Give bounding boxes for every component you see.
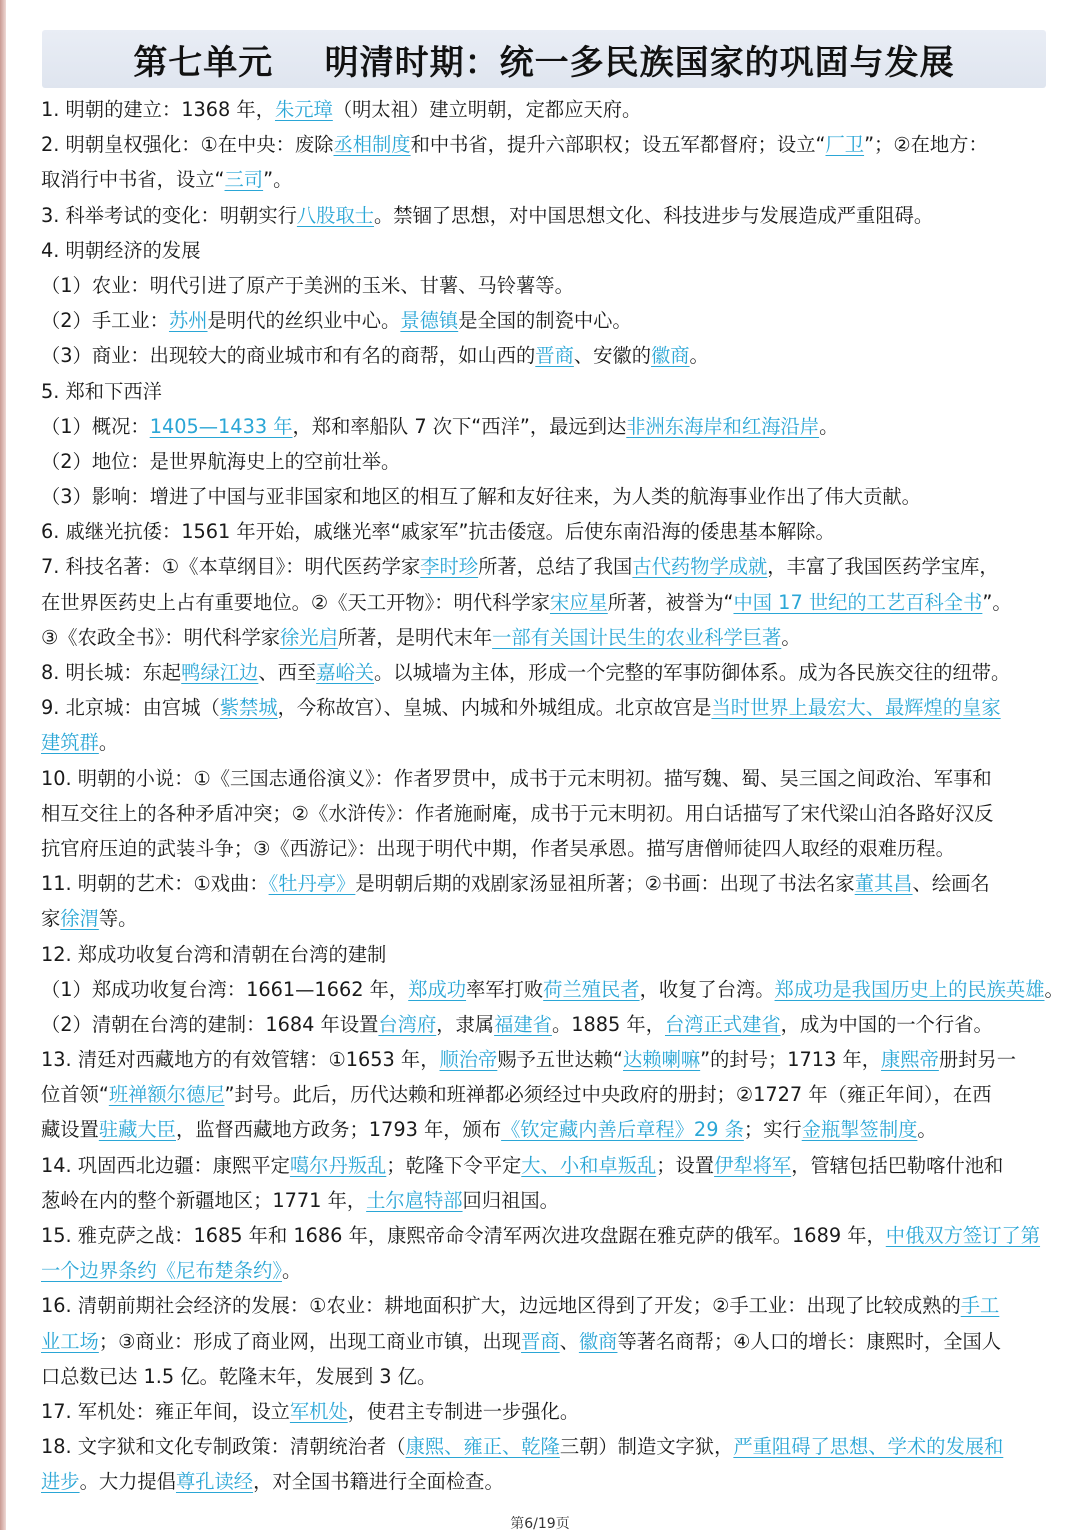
text-segment: ；③商业：形成了商业网，出现工商业市镇，出现 [98, 1329, 522, 1353]
key-term: 郑成功 [408, 977, 467, 1001]
text-segment: 14. 巩固西北边疆：康熙平定 [41, 1153, 290, 1177]
text-segment: 等著名商帮；④人口的增长：康熙时，全国人 [617, 1329, 1002, 1353]
text-segment: （明太祖）建立明朝，定都应天府。 [332, 98, 642, 121]
key-term: 紫禁城 [219, 696, 278, 720]
text-segment: 。 [282, 1259, 302, 1283]
key-term: 丞相制度 [333, 133, 411, 157]
key-term: 董其昌 [854, 872, 913, 896]
text-segment: （2）清朝在台湾的建制：1684 年设置 [41, 1012, 379, 1036]
note-line [41, 514, 1049, 549]
text-segment: 12. 郑成功收复台湾和清朝在台湾的建制 [41, 942, 387, 966]
note-line [41, 1112, 1049, 1147]
note-line [41, 1429, 1049, 1464]
key-term: 尊孔读经 [175, 1470, 254, 1494]
text-segment: ”。 [263, 168, 293, 192]
text-segment: （1）郑成功收复台湾：1661—1662 年， [41, 977, 409, 1001]
key-term: 手工 [960, 1294, 1000, 1318]
key-term: 驻藏大臣 [98, 1118, 176, 1142]
note-line [41, 92, 1049, 127]
note-line [41, 409, 1049, 444]
text-segment: 藏设置 [41, 1118, 99, 1142]
text-segment: 9. 北京城：由宫城（ [41, 696, 220, 720]
text-segment: 是明代的丝织业中心。 [207, 309, 401, 333]
text-segment: 率军打败 [466, 977, 544, 1001]
text-segment: 赐予五世达赖“ [497, 1048, 624, 1072]
key-term: 当时世界上最宏大、最辉煌的皇家 [711, 696, 1001, 720]
text-segment: 5. 郑和下西洋 [41, 379, 162, 403]
note-line [41, 444, 1049, 479]
key-term: 徽商 [650, 344, 690, 368]
text-segment: （3）商业：出现较大的商业城市和有名的商帮，如山西的 [41, 344, 536, 368]
note-line [41, 1042, 1049, 1077]
text-segment: 是全国的制瓷中心。 [458, 309, 632, 333]
key-term: 徐光启 [280, 625, 338, 649]
key-term: 福建省 [494, 1012, 552, 1036]
note-line [41, 1359, 1049, 1394]
key-term: 景德镇 [400, 309, 459, 333]
key-term: 宋应星 [549, 590, 608, 614]
text-segment: ，使君主专制进一步强化。 [347, 1399, 580, 1423]
text-segment: 13. 清廷对西藏地方的有效管辖：①1653 年， [41, 1048, 440, 1072]
note-line [41, 1464, 1049, 1499]
key-term: 鸭绿江边 [181, 661, 259, 684]
text-segment: ，郑和率船队 7 次下“西洋”，最远到达 [292, 414, 627, 438]
text-segment: （2）手工业： [41, 309, 169, 333]
note-line [41, 937, 1049, 972]
text-segment: 葱岭在内的整个新疆地区；1771 年， [41, 1188, 367, 1212]
key-term: 严重阻碍了思想、学术的发展和 [733, 1435, 1004, 1459]
key-term: 八股取士 [296, 203, 375, 227]
key-term: 《牡丹亭》 [268, 872, 356, 896]
text-segment: （1）农业：明代引进了原产于美洲的玉米、甘薯、马铃薯等。 [41, 273, 574, 297]
key-term: 《钦定藏内善后章程》29 条 [501, 1118, 744, 1142]
note-line [41, 585, 1049, 620]
key-term: 土尔扈特部 [366, 1188, 463, 1212]
page-title: 第七单元 明清时期：统一多民族国家的巩固与发展 [133, 42, 955, 83]
key-term: 台湾府 [378, 1012, 437, 1036]
key-term: 台湾正式建省 [664, 1012, 781, 1036]
note-line [41, 1324, 1049, 1359]
text-segment: ；乾隆下令平定 [386, 1153, 522, 1177]
key-term: 班禅额尔德尼 [108, 1083, 225, 1107]
text-segment: ；设置 [656, 1153, 715, 1177]
key-term: 达赖喇嘛 [623, 1048, 701, 1072]
key-term: 李时珍 [420, 555, 479, 579]
text-segment: （3）影响：增进了中国与亚非国家和地区的相互了解和友好往来，为人类的航海事业作出了伟大贡献。 [41, 485, 921, 509]
note-line [41, 303, 1049, 338]
text-segment: ”封号。此后，历代达赖和班禅都必须经过中央政府的册封；②1727 年（雍正年间），在西 [224, 1083, 992, 1107]
note-line [41, 479, 1049, 514]
text-segment: 3. 科举考试的变化：明朝实行 [41, 203, 297, 227]
page-number: 第6/19页 [510, 1516, 570, 1532]
text-segment: 。禁锢了思想，对中国思想文化、科技进步与发展造成严重阻碍。 [374, 203, 934, 227]
text-segment: 家 [41, 907, 61, 931]
text-segment: 1. 明朝的建立：1368 年， [41, 98, 275, 121]
note-line [41, 549, 1049, 584]
text-segment: 。 [1044, 977, 1064, 1001]
key-term: 中国 17 世纪的工艺百科全书 [733, 590, 983, 614]
key-term: 金瓶掣签制度 [801, 1118, 918, 1142]
key-term: 业工场 [41, 1329, 99, 1353]
key-term: 大、小和卓叛乱 [521, 1153, 657, 1177]
text-segment: ，丰富了我国医药学宝库， [767, 555, 999, 579]
text-segment: ”；②在地方： [864, 133, 988, 157]
key-term: 一部有关国计民生的农业科学巨著 [492, 625, 782, 649]
text-segment: 口总数已达 1.5 亿。乾隆末年，发展到 3 亿。 [41, 1364, 437, 1388]
note-line [41, 127, 1049, 162]
text-segment: ，收复了台湾。 [639, 977, 775, 1001]
note-line [41, 1253, 1049, 1288]
note-line [41, 725, 1049, 760]
key-term: 噶尔丹叛乱 [289, 1153, 387, 1177]
note-line [41, 690, 1049, 725]
text-segment: ，隶属 [436, 1012, 495, 1036]
key-term: 晋商 [535, 344, 574, 368]
text-segment: 。1885 年， [551, 1012, 665, 1036]
text-segment: ，管辖包括巴勒喀什池和 [791, 1153, 1004, 1177]
note-line [41, 198, 1049, 233]
text-segment: 18. 文字狱和文化专制政策：清朝统治者（ [41, 1435, 406, 1459]
text-segment: 所著，总结了我国 [478, 555, 633, 579]
note-line [41, 655, 1049, 690]
text-segment: ，对全国书籍进行全面检查。 [253, 1470, 504, 1494]
note-line [41, 268, 1049, 303]
note-line [41, 1288, 1049, 1323]
key-term: 1405—1433 年 [149, 414, 293, 438]
text-segment: 抗官府压迫的武装斗争；③《西游记》：出现于明代中期，作者吴承恩。描写唐僧师徒四人取经的艰难历程。 [41, 836, 955, 860]
note-line [41, 866, 1049, 901]
key-term: 三司 [224, 168, 264, 192]
text-segment: 相互交往上的各种矛盾冲突；②《水浒传》：作者施耐庵，成书于元末明初。用白话描写了宋代梁山泊各路好汉反 [41, 801, 994, 825]
text-segment: ，成为中国的一个行省。 [780, 1012, 993, 1036]
text-segment: 。大力提倡 [79, 1470, 176, 1494]
key-term: 晋商 [521, 1329, 560, 1353]
key-term: 康熙、雍正、乾隆 [405, 1435, 560, 1459]
text-segment: 17. 军机处：雍正年间，设立 [41, 1399, 290, 1423]
text-segment: 8. 明长城：东起 [41, 661, 182, 684]
note-line [41, 374, 1049, 409]
key-term: 厂卫 [825, 133, 865, 157]
text-segment: 。 [819, 414, 839, 438]
text-segment: ，监督西藏地方政务；1793 年，颁布 [175, 1118, 502, 1142]
text-segment: 6. 戚继光抗倭：1561 年开始，戚继光率“戚家军”抗击倭寇。后使东南沿海的倭患基本解除。 [41, 520, 835, 544]
note-line [41, 1218, 1049, 1253]
text-segment: 。 [98, 731, 119, 755]
note-line [41, 233, 1049, 268]
text-segment: 三朝）制造文字狱， [559, 1435, 734, 1459]
key-term: 军机处 [289, 1399, 348, 1423]
key-term: 苏州 [168, 309, 208, 333]
note-line [41, 338, 1049, 373]
text-segment: ；实行 [743, 1118, 802, 1142]
text-segment: ③《农政全书》：明代科学家 [41, 625, 281, 649]
text-segment: 和中书省，提升六部职权；设五军都督府；设立“ [410, 133, 826, 157]
text-segment: 。以城墙为主体，形成一个完整的军事防御体系。成为各民族交往的纽带。 [374, 661, 1011, 684]
key-term: 伊犁将军 [714, 1153, 792, 1177]
text-segment: ”。 [982, 590, 1012, 614]
note-line [41, 1007, 1049, 1042]
key-term: 进步 [41, 1470, 80, 1494]
text-segment: 册封另一 [938, 1048, 1016, 1072]
note-line [41, 796, 1049, 831]
text-segment: 7. 科技名著：①《本草纲目》：明代医药学家 [41, 555, 421, 579]
key-term: 建筑群 [41, 731, 99, 755]
text-segment: 是明朝后期的戏剧家汤显祖所著；②书画：出现了书法名家 [355, 872, 855, 896]
note-line [41, 1148, 1049, 1183]
text-segment: 所著，被誉为“ [607, 590, 734, 614]
key-term: 顺治帝 [439, 1048, 498, 1072]
text-segment: 取消行中书省，设立“ [41, 168, 225, 192]
note-line [41, 162, 1049, 197]
text-segment: 16. 清朝前期社会经济的发展：①农业：耕地面积扩大，边远地区得到了开发；②手工业：出现了比较成熟的 [41, 1294, 961, 1318]
text-segment: 。 [917, 1118, 937, 1142]
page-edge [0, 0, 6, 1530]
key-term: 徐渭 [60, 907, 99, 931]
text-segment: 、安徽的 [573, 344, 651, 368]
note-line [41, 972, 1064, 1007]
text-segment: （1）概况： [41, 414, 150, 438]
key-term: 中俄双方签订了第 [885, 1224, 1041, 1247]
note-line [41, 831, 1049, 866]
note-line [41, 1394, 1049, 1429]
title-banner [42, 30, 1046, 88]
key-term: 非洲东海岸和红海沿岸 [626, 414, 820, 438]
text-segment: 、绘画名 [912, 872, 990, 896]
note-line [41, 1183, 1049, 1218]
text-segment: 在世界医药史上占有重要地位。②《天工开物》：明代科学家 [41, 590, 550, 614]
note-line [41, 1077, 1049, 1112]
key-term: 郑成功是我国历史上的民族英雄 [774, 977, 1045, 1001]
text-segment: ，今称故宫）、皇城、内城和外城组成。北京故宫是 [277, 696, 712, 720]
text-segment: 10. 明朝的小说：①《三国志通俗演义》：作者罗贯中，成书于元末明初。描写魏、蜀、吴三国之间政治、军事和 [41, 766, 992, 790]
text-segment: （2）地位：是世界航海史上的空前壮举。 [41, 449, 401, 473]
text-segment: 、西至 [258, 661, 317, 684]
text-segment: 。 [689, 344, 709, 368]
text-segment: 2. 明朝皇权强化：①在中央：废除 [41, 133, 334, 157]
note-line [41, 620, 1049, 655]
key-term: 康熙帝 [881, 1048, 939, 1072]
key-term: 嘉峪关 [316, 661, 375, 684]
text-segment: 位首领“ [41, 1083, 109, 1107]
text-segment: 4. 明朝经济的发展 [41, 238, 201, 262]
text-segment: 所著，是明代末年 [337, 625, 493, 649]
text-segment: 回归祖国。 [462, 1188, 559, 1212]
key-term: 徽商 [578, 1329, 618, 1353]
note-line [41, 901, 1049, 936]
text-segment: 、 [559, 1329, 579, 1353]
key-term: 一个边界条约《尼布楚条约》 [41, 1259, 283, 1283]
notes-body [41, 92, 1064, 1500]
text-segment: 15. 雅克萨之战：1685 年和 1686 年，康熙帝命令清军两次进攻盘踞在雅克萨的俄军。1689 年， [41, 1224, 886, 1247]
note-line [41, 761, 1049, 796]
text-segment: 等。 [98, 907, 138, 931]
text-segment: ”的封号；1713 年， [700, 1048, 882, 1072]
text-segment: 11. 明朝的艺术：①戏曲： [41, 872, 269, 896]
key-term: 朱元璋 [274, 98, 333, 121]
key-term: 荷兰殖民者 [543, 977, 640, 1001]
text-segment: 。 [781, 625, 801, 649]
key-term: 古代药物学成就 [632, 555, 768, 579]
